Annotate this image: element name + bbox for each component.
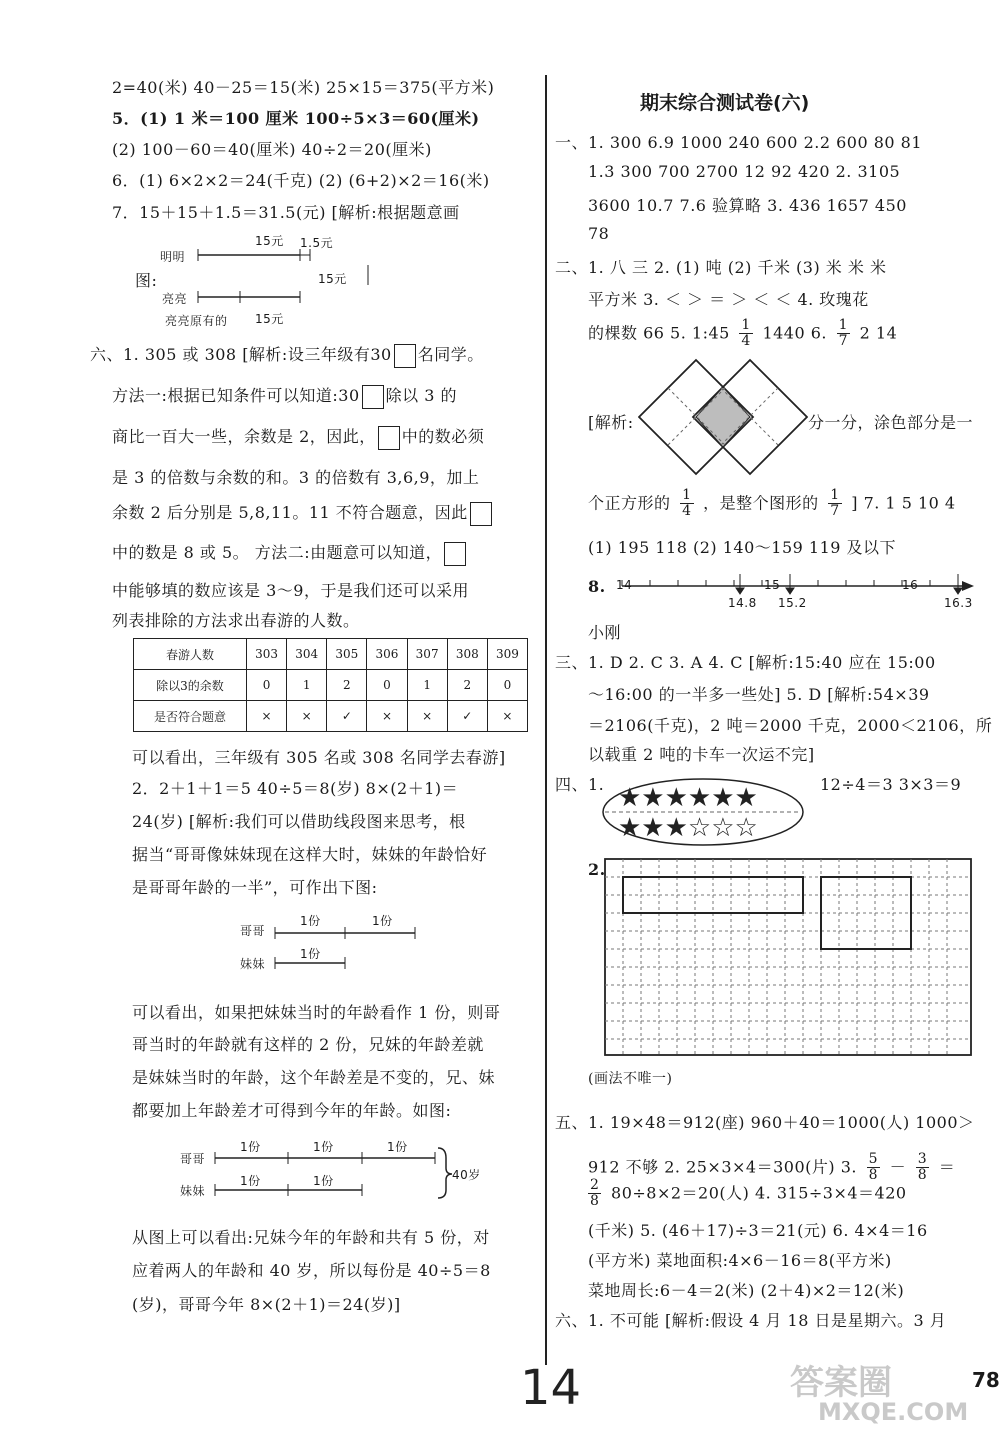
- blank-box: [394, 344, 416, 368]
- denominator: 8: [590, 1193, 600, 1210]
- text-line: (千米) 5. (46＋17)÷3＝21(元) 6. 4×4＝16: [588, 1221, 928, 1240]
- text-line: 是哥哥年龄的一半”，可作出下图:: [132, 878, 378, 897]
- overlapping-squares-figure: [638, 355, 808, 480]
- fraction: [828, 488, 841, 520]
- table-cell: 0: [487, 670, 527, 701]
- table-cell: ×: [247, 701, 287, 732]
- numerator: 5: [868, 1151, 878, 1167]
- tick-label: 16: [902, 578, 919, 592]
- text-line: 平方米 3. ＜ ＞ ＝ ＞ ＜ ＜ 4. 玫瑰花: [588, 290, 869, 309]
- blank-box: [444, 542, 466, 566]
- text-line: 二、1. 八 三 2. (1) 吨 (2) 千米 (3) 米 米 米: [555, 258, 887, 277]
- blank-box: [470, 502, 492, 526]
- text-line: 五、1. 19×48＝912(座) 960＋40＝1000(人) 1000＞: [555, 1113, 975, 1132]
- text-line: 1.3 300 700 2700 12 92 420 2. 3105: [588, 162, 901, 181]
- mark-label: 15.2: [778, 596, 807, 610]
- text-line: 应着两人的年龄和 40 岁，所以每份是 40÷5＝8: [132, 1261, 491, 1280]
- table-cell: 2: [327, 670, 367, 701]
- text-line: 四、1.: [555, 775, 605, 794]
- label-15yuan: 15元: [318, 272, 347, 286]
- line-segment-diagram-2: [270, 915, 430, 975]
- tick-label: 14: [616, 578, 633, 592]
- text-line: [90, 342, 484, 368]
- table-cell: 305: [327, 639, 367, 670]
- table-cell: 1: [407, 670, 447, 701]
- table-cell: ×: [287, 701, 327, 732]
- table-row: [134, 670, 528, 701]
- text-line: 据当“哥哥像妹妹现在这样大时，妹妹的年龄恰好: [132, 845, 488, 864]
- fraction: [680, 488, 693, 520]
- text-fragment: 2 14: [859, 323, 898, 343]
- handwritten-number: 14: [520, 1360, 582, 1416]
- text-fragment: 的棵数 66 5. 1:45: [588, 323, 730, 343]
- numerator: 1: [838, 317, 849, 333]
- denominator: 8: [917, 1167, 928, 1184]
- text-line: 5．(1) 1 米＝100 厘米 100÷5×3＝60(厘米): [112, 109, 480, 128]
- label-meimei: 妹妹: [180, 1184, 206, 1198]
- numerator: 1: [830, 487, 840, 503]
- text-fragment: 商比一百大一些，余数是 2，因此，: [112, 427, 376, 446]
- page-number: 78: [972, 1368, 1000, 1392]
- text-line: [112, 383, 457, 409]
- fraction: [916, 1152, 929, 1184]
- table-cell: 1: [287, 670, 327, 701]
- text-line: 三、1. D 2. C 3. A 4. C [解析:15:40 应在 15:00: [555, 653, 936, 672]
- text-line: 从图上可以看出:兄妹今年的年龄和共有 5 份，对: [132, 1228, 490, 1247]
- text-line: 2=40(米) 40－25＝15(米) 25×15＝375(平方米): [112, 78, 495, 97]
- text-line: [112, 424, 484, 450]
- text-line: [112, 540, 468, 566]
- text-line: (画法不唯一): [588, 1071, 673, 1087]
- label-gege: 哥哥: [180, 1152, 206, 1166]
- table-cell: 309: [487, 639, 527, 670]
- stars-ellipse-figure: [600, 776, 810, 848]
- text-line: 都要加上年龄差才可得到今年的年龄。如图:: [132, 1101, 452, 1120]
- text-fragment: ，是整个图形的: [703, 493, 819, 513]
- label-fen: 1份: [313, 1174, 334, 1188]
- text-fragment: 除以 3 的: [385, 386, 458, 405]
- numerator: 2: [590, 1177, 600, 1193]
- text-line: (1) 195 118 (2) 140～159 119 及以下: [588, 538, 897, 557]
- text-fragment: 余数 2 后分别是 5,8,11。11 不符合题意，因此: [112, 503, 468, 522]
- text-line: 912 不够 2. 25×3×4＝300(片) 3. $\frac{5}{8}$ － $\frac{3}{8}$ ＝: [588, 1151, 956, 1184]
- page-title: 期末综合测试卷(六): [640, 92, 810, 114]
- table-row: [134, 639, 528, 670]
- text-line: [588, 488, 956, 520]
- numerator: 1: [741, 317, 751, 333]
- mark-label: 14.8: [728, 596, 757, 610]
- table-cell: 307: [407, 639, 447, 670]
- label-40-years: 40岁: [452, 1168, 481, 1182]
- label-15yuan: 15元: [255, 312, 284, 326]
- text-line: 7．15＋15＋1.5＝31.5(元) [解析:根据题意画: [112, 203, 460, 222]
- text-fragment: 中的数必须: [401, 427, 485, 446]
- item-number: 2.: [588, 860, 606, 879]
- text-line: ＝2106(千克)，2 吨＝2000 千克，2000＜2106，所: [588, 716, 993, 735]
- numerator: 1: [682, 487, 692, 503]
- label-1-5yuan: 1.5元: [300, 236, 334, 250]
- text-line: [解析:: [588, 413, 634, 432]
- tick-label: 15: [764, 578, 781, 592]
- label-gege: 哥哥: [240, 924, 266, 938]
- text-line: (平方米) 菜地面积:4×6－16＝8(平方米): [588, 1251, 892, 1270]
- text-line: 中能够填的数应该是 3～9，于是我们还可以采用: [112, 581, 469, 600]
- table-cell: 0: [247, 670, 287, 701]
- text-line: 是 3 的倍数与余数的和。3 的倍数有 3,6,9，加上: [112, 468, 480, 487]
- blank-box: [378, 426, 400, 450]
- table-cell: ✓: [327, 701, 367, 732]
- spring-trip-table: [133, 638, 528, 732]
- label-fen: 1份: [240, 1174, 261, 1188]
- text-line: 以载重 2 吨的卡车一次运不完]: [588, 745, 815, 764]
- text-fragment: 1440 6.: [762, 323, 828, 343]
- table-cell: ✓: [447, 701, 487, 732]
- text-fragment: 六、1. 305 或 308 [解析:设三年级有30: [90, 345, 392, 364]
- text-line: 小刚: [588, 623, 622, 642]
- text-line: 12÷4＝3 3×3＝9: [820, 775, 962, 794]
- text-fragment: 个正方形的: [588, 493, 671, 513]
- label-liangliang-original: 亮亮原有的: [165, 314, 228, 328]
- label-fen: 1份: [240, 1140, 261, 1154]
- table-cell: 303: [247, 639, 287, 670]
- fraction: [739, 318, 752, 350]
- column-divider: [545, 75, 547, 1365]
- text-line: 一、1. 300 6.9 1000 240 600 2.2 600 80 81: [555, 133, 923, 152]
- text-line: 列表排除的方法求出春游的人数。: [112, 611, 360, 630]
- svg-text:★★★☆☆☆: ★★★☆☆☆: [618, 813, 758, 843]
- table-row: [134, 701, 528, 732]
- label-15yuan: 15元: [255, 234, 284, 248]
- denominator: 4: [741, 333, 751, 350]
- text-line: [588, 318, 897, 350]
- label-fen: 1份: [387, 1140, 408, 1154]
- text-line: 78: [588, 224, 610, 243]
- table-cell: ×: [367, 701, 407, 732]
- text-line: 3600 10.7 7.6 验算略 3. 436 1657 450: [588, 196, 907, 215]
- label-fen: 1份: [313, 1140, 334, 1154]
- watermark-logo: 答案圈: [790, 1363, 892, 1403]
- text-fragment: 方法一:根据已知条件可以知道:30: [112, 386, 360, 405]
- fraction: [588, 1178, 601, 1210]
- label-meimei: 妹妹: [240, 957, 266, 971]
- svg-text:★★★★★★: ★★★★★★: [618, 783, 758, 813]
- text-line: (岁)，哥哥今年 8×(2＋1)＝24(岁)]: [132, 1295, 401, 1314]
- label-fen: 1份: [300, 914, 321, 928]
- text-line: 是妹妹当时的年龄，这个年龄差是不变的，兄、妹: [132, 1068, 496, 1087]
- denominator: 8: [868, 1167, 878, 1184]
- text-line: [112, 500, 494, 526]
- text-line: ～16:00 的一半多一些处] 5. D [解析:54×39: [588, 685, 930, 704]
- text-line: 哥当时的年龄就有这样的 2 份，兄妹的年龄差就: [132, 1035, 484, 1054]
- mark-label: 16.3: [944, 596, 973, 610]
- denominator: 4: [682, 503, 692, 520]
- table-cell: 是否符合题意: [134, 701, 247, 732]
- label-mingming: 明明: [160, 250, 186, 264]
- label-fen: 1份: [372, 914, 393, 928]
- text-line: [588, 1178, 907, 1210]
- text-line: 菜地周长:6－4＝2(米) (2＋4)×2＝12(米): [588, 1281, 905, 1300]
- blank-box: [362, 385, 384, 409]
- table-cell: 除以3的余数: [134, 670, 247, 701]
- text-fragment: ] 7. 1 5 10 4: [851, 493, 956, 513]
- text-line: 6．(1) 6×2×2＝24(千克) (2) (6+2)×2＝16(米): [112, 171, 490, 190]
- table-cell: ×: [407, 701, 447, 732]
- table-cell: 0: [367, 670, 407, 701]
- text-fragment: 80÷8×2＝20(人) 4. 315÷3×4＝420: [611, 1183, 907, 1203]
- table-cell: 春游人数: [134, 639, 247, 670]
- text-fragment: 912 不够 2. 25×3×4＝300(片) 3.: [588, 1157, 857, 1177]
- table-cell: 304: [287, 639, 327, 670]
- label-liangliang: 亮亮: [162, 292, 188, 306]
- table-cell: 308: [447, 639, 487, 670]
- text-line: 24(岁) [解析:我们可以借助线段图来思考，根: [132, 812, 466, 831]
- denominator: 7: [830, 503, 840, 520]
- table-cell: ×: [487, 701, 527, 732]
- denominator: 7: [838, 333, 849, 350]
- text-line: 可以看出，三年级有 305 名或 308 名同学去春游]: [132, 748, 506, 767]
- text-line: (2) 100－60＝40(厘米) 40÷2＝20(厘米): [112, 140, 432, 159]
- text-line: 2．2＋1＋1＝5 40÷5＝8(岁) 8×(2＋1)＝: [132, 779, 459, 798]
- table-cell: 2: [447, 670, 487, 701]
- item-number: 8.: [588, 577, 606, 596]
- numerator: 3: [917, 1151, 928, 1167]
- text-fragment: 名同学。: [417, 345, 484, 364]
- fraction: [837, 318, 850, 350]
- label-fen: 1份: [300, 947, 321, 961]
- text-line: 可以看出，如果把妹妹当时的年龄看作 1 份，则哥: [132, 1003, 501, 1022]
- text-fragment: 中的数是 8 或 5。 方法二:由题意可以知道，: [112, 543, 443, 562]
- label-tu: 图:: [135, 271, 158, 290]
- text-line: 六、1. 不可能 [解析:假设 4 月 18 日是星期六。3 月: [555, 1311, 947, 1330]
- table-cell: 306: [367, 639, 407, 670]
- watermark-url: MXQE.COM: [818, 1398, 969, 1426]
- grid-drawing: [604, 858, 974, 1058]
- text-line: 分一分，涂色部分是一: [808, 413, 974, 432]
